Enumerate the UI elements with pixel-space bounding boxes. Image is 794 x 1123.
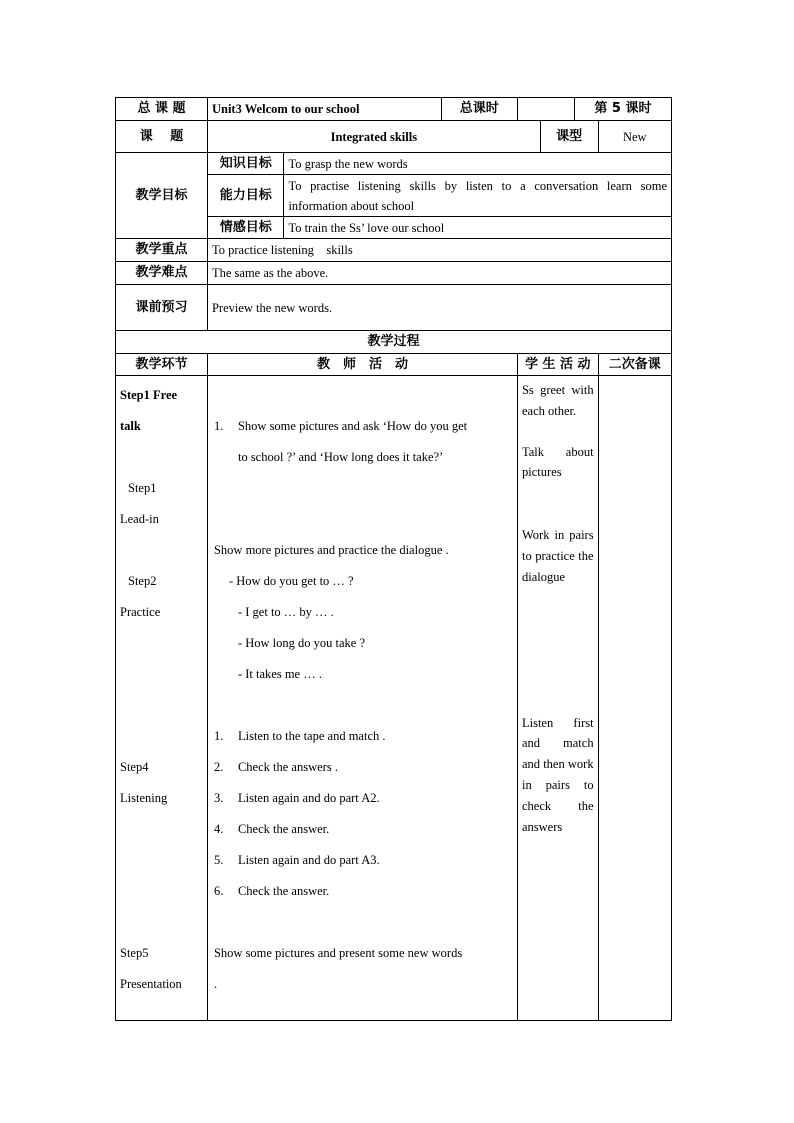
teacher-present-words: Show some pictures and present some new words xyxy=(213,946,463,960)
teacher-item-show-pictures xyxy=(214,411,513,442)
objective-emotion-text: To train the Ss’ love our school xyxy=(284,217,672,239)
lesson-plan-table xyxy=(115,97,672,1021)
teacher-item-number: 1. xyxy=(213,419,224,433)
objectives-label: 教学目标 xyxy=(116,153,208,239)
objective-ability-text: To practise listening skills by listen to a conversation learn some information about school xyxy=(284,175,672,217)
lesson-plan-sheet xyxy=(115,97,672,1021)
dialogue-question-2: - How long do you take ? xyxy=(237,636,366,650)
general-topic-value: Unit3 Welcom to our school xyxy=(207,98,441,121)
listening-item-number: 1. xyxy=(213,729,224,743)
total-periods-value xyxy=(517,98,574,121)
total-periods-label: 总课时 xyxy=(441,98,517,121)
teacher-item-text: Show some pictures and ask ‘How do you get xyxy=(237,419,468,433)
student-listen: Listen first and match and then work in pairs to check the answers xyxy=(521,715,594,834)
objective-knowledge-label: 知识目标 xyxy=(207,153,283,175)
process-col-student: 学 生 活 动 xyxy=(517,354,598,376)
process-notes-cell xyxy=(598,376,671,1021)
listening-item-number: 6. xyxy=(213,884,224,898)
stage-2-title: Step1 xyxy=(128,481,157,495)
process-col-teacher: 教 师 活 动 xyxy=(207,354,517,376)
stage-5-title: Step5 xyxy=(120,946,149,960)
stage-1-title: Step1 Free xyxy=(120,388,178,402)
type-label: 课型 xyxy=(540,121,598,153)
stage-3-subtitle: Practice xyxy=(120,605,161,619)
topic-value: Integrated skills xyxy=(207,121,540,153)
listening-item-number: 5. xyxy=(213,853,224,867)
type-value: New xyxy=(598,121,671,153)
student-greet: Ss greet with each other. xyxy=(521,383,594,418)
topic-label: 课 题 xyxy=(116,121,208,153)
listening-item xyxy=(214,721,513,752)
listening-item-text: Listen again and do part A2. xyxy=(237,791,380,805)
stage-4-title: Step4 xyxy=(120,760,149,774)
process-student-cell xyxy=(517,376,598,1021)
dialogue-answer-2: - It takes me … . xyxy=(237,667,322,681)
period-label: 第 5 课时 xyxy=(574,98,671,121)
teacher-present-words-end: . xyxy=(213,977,218,991)
process-title: 教学过程 xyxy=(116,331,672,354)
stage-1-subtitle: talk xyxy=(120,419,141,433)
listening-item-text: Listen again and do part A3. xyxy=(237,853,380,867)
listening-item-text: Check the answer. xyxy=(237,884,330,898)
process-col-stage: 教学环节 xyxy=(116,354,208,376)
listening-item-text: Check the answer. xyxy=(237,822,330,836)
process-col-notes: 二次备课 xyxy=(598,354,671,376)
dialogue-answer-1: - I get to … by … . xyxy=(237,605,334,619)
difficulty-text: The same as the above. xyxy=(207,262,671,285)
stage-2-subtitle: Lead-in xyxy=(120,512,159,526)
teacher-item-text-cont: to school ?’ and ‘How long does it take?’ xyxy=(237,450,444,464)
preview-text: Preview the new words. xyxy=(207,285,671,331)
student-talk: Talk about pictures xyxy=(521,444,594,480)
listening-item xyxy=(214,752,513,783)
teacher-more-pictures: Show more pictures and practice the dialogue . xyxy=(213,543,449,557)
student-pairs: Work in pairs to practice the dialogue xyxy=(521,528,594,584)
stage-5-subtitle: Presentation xyxy=(120,977,182,991)
difficulty-label: 教学难点 xyxy=(116,262,208,285)
listening-item xyxy=(214,814,513,845)
key-point-label: 教学重点 xyxy=(116,239,208,262)
listening-item-number: 2. xyxy=(213,760,224,774)
listening-item xyxy=(214,845,513,876)
listening-item-text: Listen to the tape and match . xyxy=(237,729,386,743)
objective-ability-label: 能力目标 xyxy=(207,175,283,217)
listening-item-number: 4. xyxy=(213,822,224,836)
key-point-text: To practice listening skills xyxy=(207,239,671,262)
general-topic-label: 总 课 题 xyxy=(116,98,208,121)
listening-item xyxy=(214,876,513,907)
preview-label: 课前预习 xyxy=(116,285,208,331)
stage-3-title: Step2 xyxy=(128,574,157,588)
process-stages-cell xyxy=(116,376,208,1021)
objective-knowledge-text: To grasp the new words xyxy=(284,153,672,175)
process-teacher-cell xyxy=(207,376,517,1021)
listening-item-number: 3. xyxy=(213,791,224,805)
listening-item-text: Check the answers . xyxy=(237,760,338,774)
objective-emotion-label: 情感目标 xyxy=(207,217,283,239)
stage-4-subtitle: Listening xyxy=(120,791,168,805)
listening-item xyxy=(214,783,513,814)
dialogue-question-1: - How do you get to … ? xyxy=(228,574,354,588)
